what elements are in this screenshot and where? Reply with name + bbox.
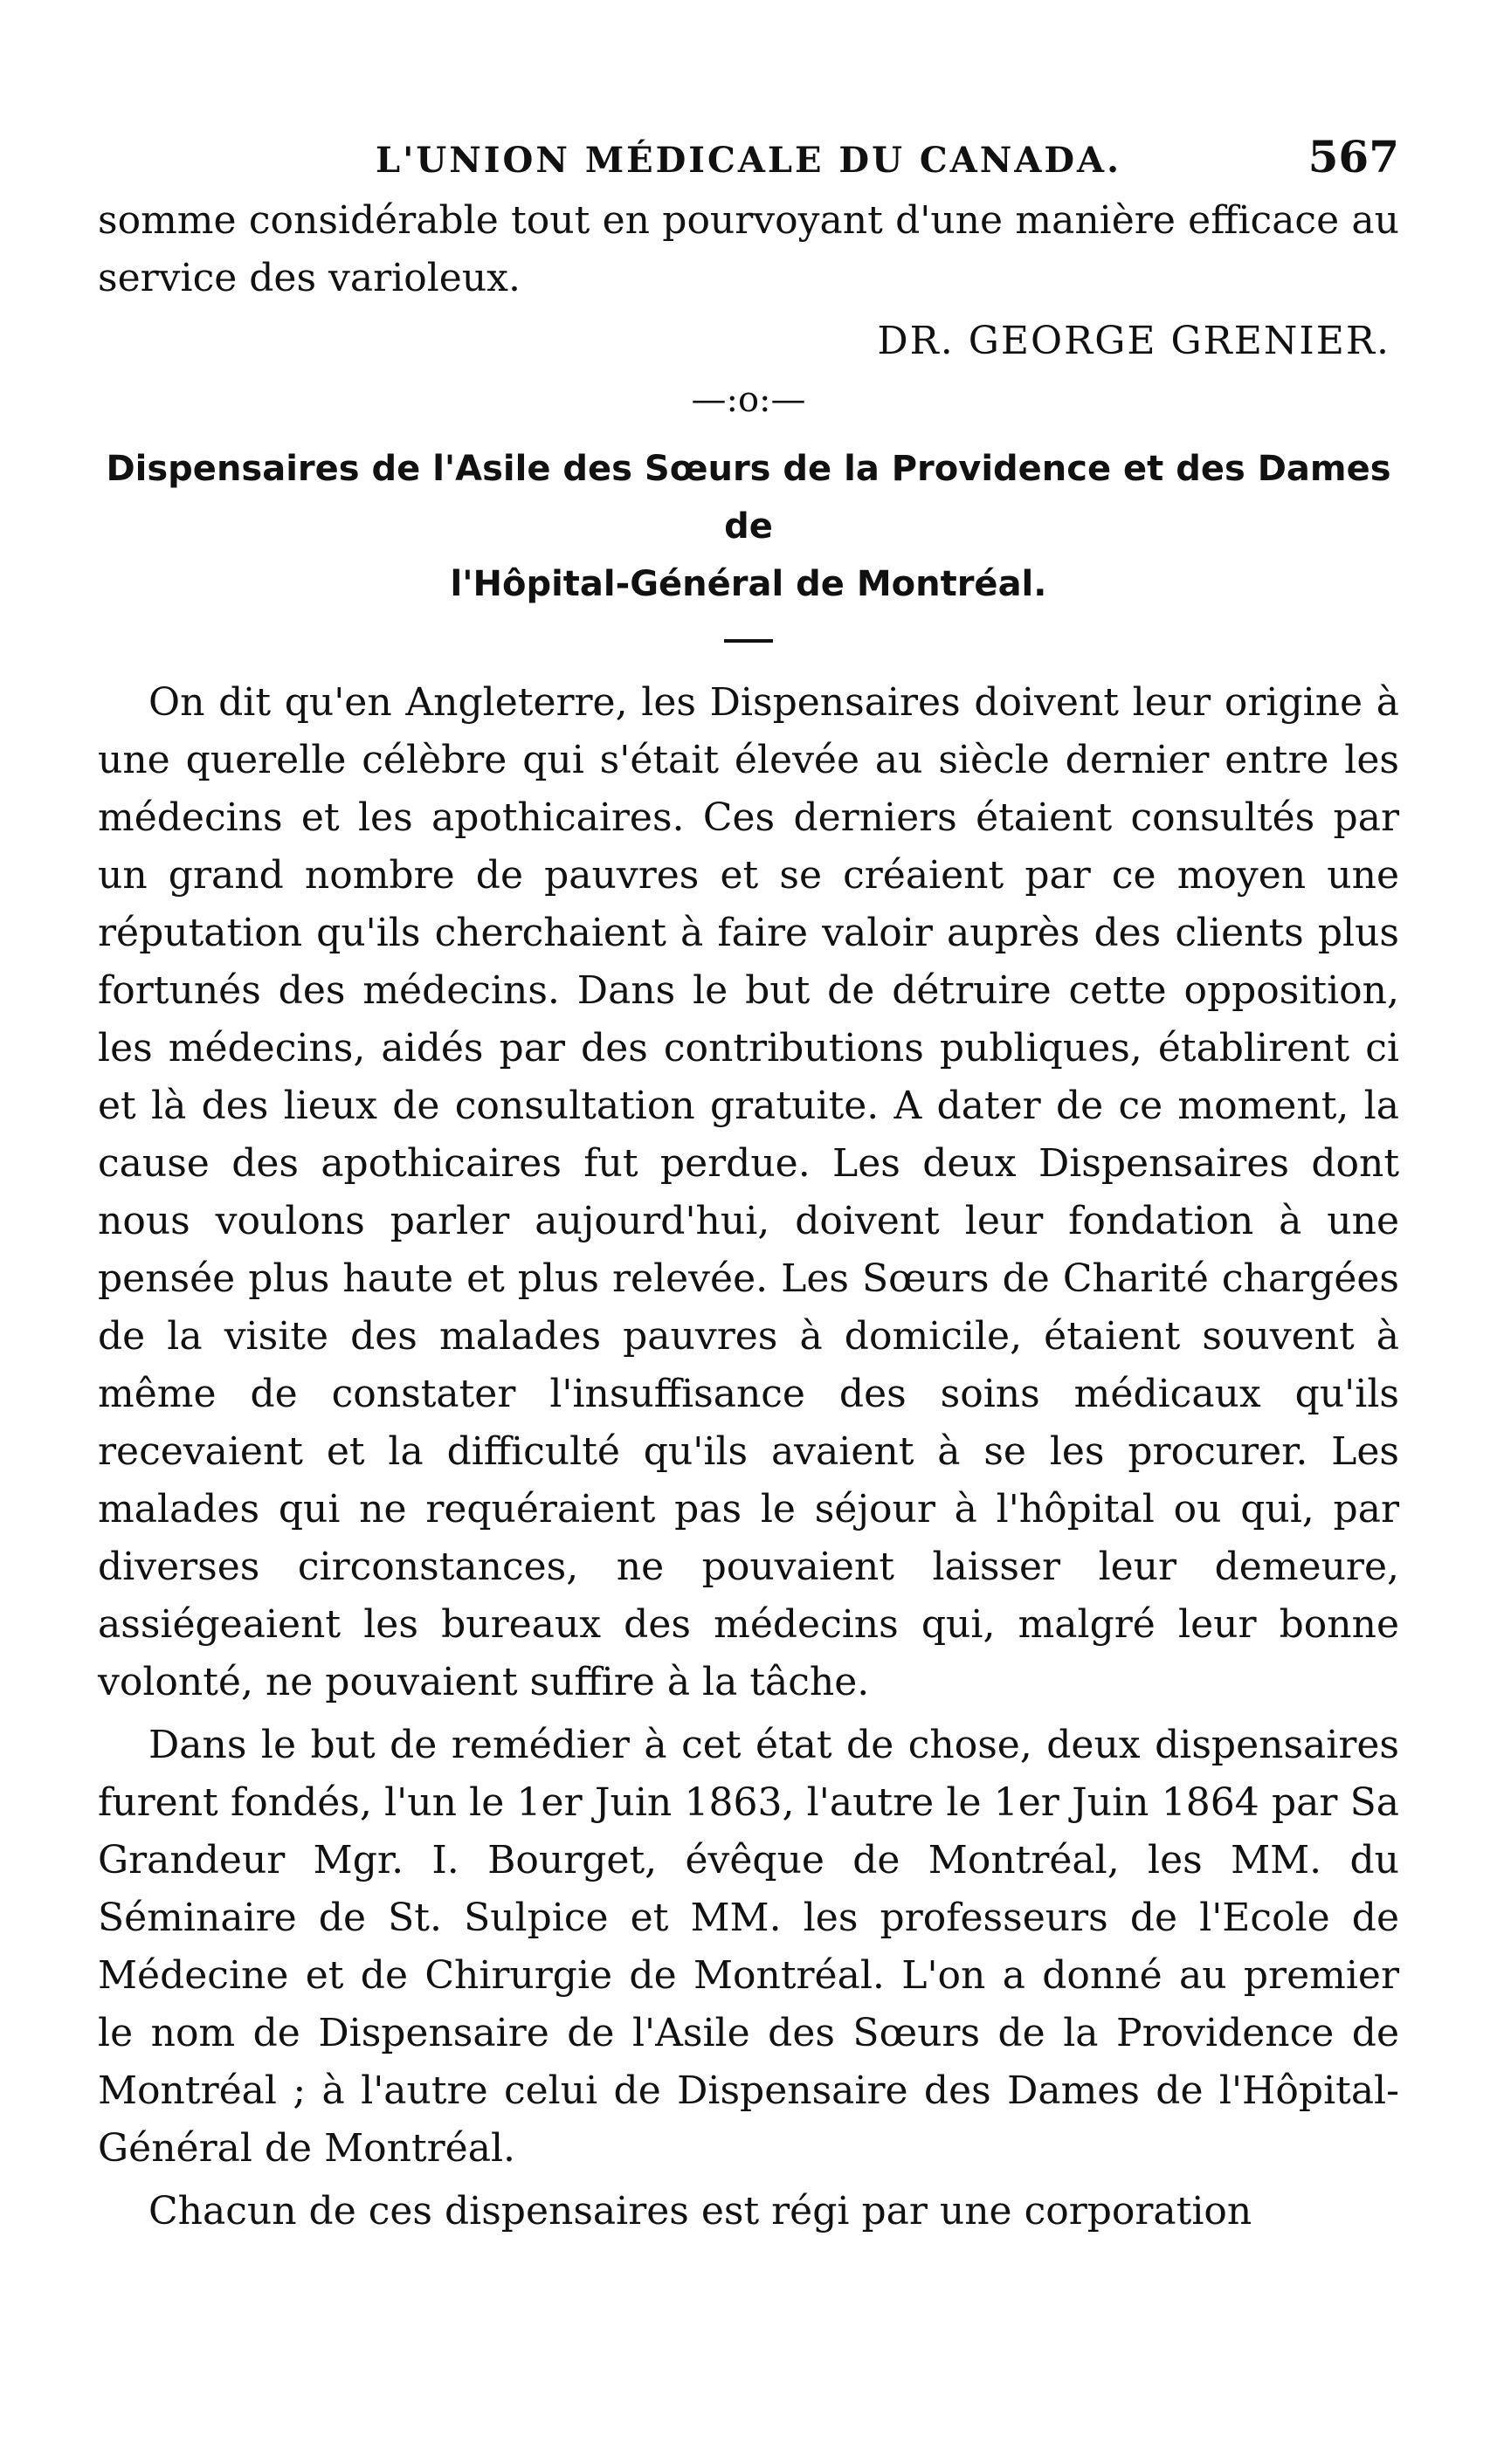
body-paragraph: Chacun de ces dispensaires est régi par une corporation	[148, 2189, 1252, 2233]
author-signature: DR. GEORGE GRENIER.	[877, 319, 1390, 363]
article-title	[98, 440, 1399, 613]
body-paragraph: On dit qu'en Angleterre, les Dispensaires doivent leur origine à une querelle célèbre qui s'était élevée au siècle dernier entre les médecins et les apothicaires. Ces derniers étaient consultés par un grand nombre de pauvres et se créaient par ce moyen une réputation qu'ils cherchaient à faire valoir auprès des clients plus fortunés des médecins. Dans le but de détruire cette opposition, les médecins, aidés par des contributions publiques, établirent ci et là des lieux de consultation gratuite. A dater de ce moment, la cause des apothicaires fut perdue. Les deux Dispensaires dont nous voulons parler aujourd'hui, doivent leur fondation à une pensée plus haute et plus relevée. Les Sœurs de Charité chargées de la visite des malades pauvres à domicile, étaient souvent à même de constater l'insuffisance des soins médicaux qu'ils recevaient et la difficulté qu'ils avaient à se les procurer. Les malades qui ne requéraient pas le séjour à l'hôpital ou qui, par diverses circonstances, ne pouvaient laisser leur demeure, assiégeaient les bureaux des médecins qui, malgré leur bonne volonté, ne pouvaient suffire à la tâche.	[98, 680, 1399, 1704]
previous-article-closing: somme considérable tout en pourvoyant d'une manière efficace au service des varioleux.	[98, 198, 1399, 300]
running-title: L'UNION MÉDICALE DU CANADA.	[375, 140, 1122, 181]
body-paragraph: Dans le but de remédier à cet état de chose, deux dispensaires furent fondés, l'un le 1er Juin 1863, l'autre le 1er Juin 1864 par Sa Grandeur Mgr. I. Bourget, évêque de Montréal, les MM. du Séminaire de St. Sulpice et MM. les professeurs de l'Ecole de Médecine et de Chirurgie de Montréal. L'on a donné au premier le nom de Dispensaire de l'Asile des Sœurs de la Providence de Montréal ; à l'autre celui de Dispensaire des Dames de l'Hôpital-Général de Montréal.	[98, 1723, 1399, 2171]
article-title-line-2: l'Hôpital-Général de Montréal.	[450, 564, 1047, 604]
page-number: 567	[1307, 131, 1399, 182]
article-title-line-1: Dispensaires de l'Asile des Sœurs de la Providence et des Dames de	[106, 449, 1391, 547]
title-rule	[724, 639, 773, 643]
page	[98, 131, 1399, 2240]
section-separator: —:o:—	[691, 380, 806, 420]
running-head	[98, 131, 1399, 192]
